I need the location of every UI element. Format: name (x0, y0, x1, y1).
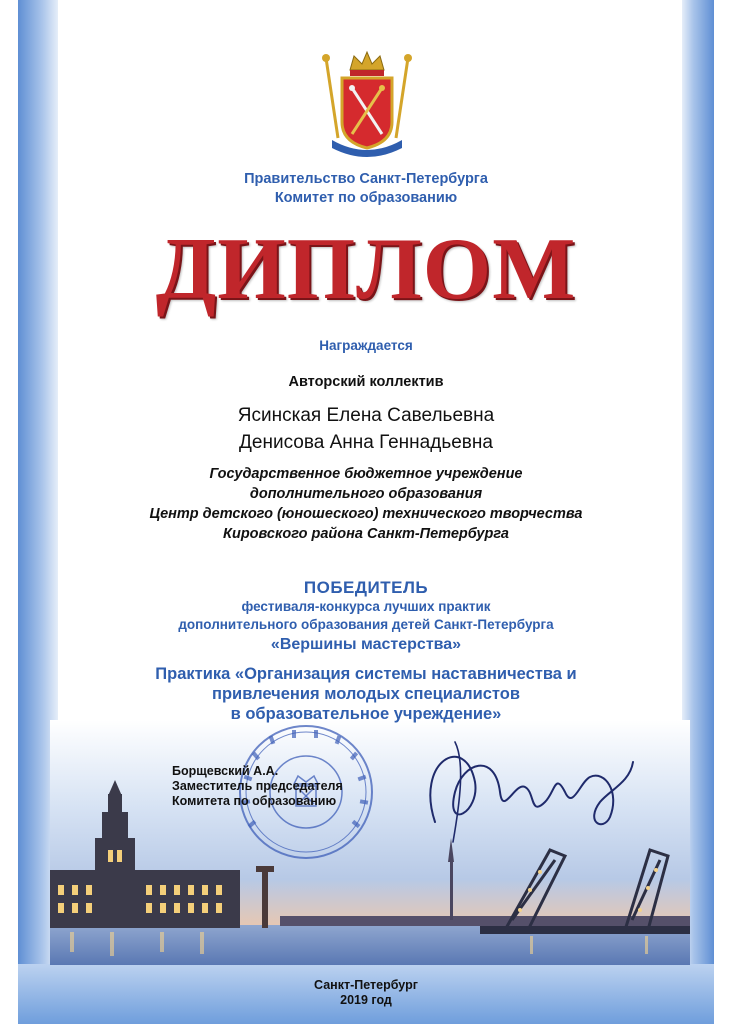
festival-line: фестиваля-конкурса лучших практик (241, 599, 491, 614)
issuer-header (60, 170, 672, 208)
organization-line: Кировского района Санкт-Петербурга (223, 526, 509, 542)
organization-line: дополнительного образования (249, 486, 483, 502)
signer-position: Комитета по образованию (172, 794, 337, 808)
festival-description (60, 598, 672, 634)
collective-label: Авторский коллектив (288, 374, 444, 390)
signer-position: Заместитель председателя (172, 779, 343, 793)
diploma-title: ДИПЛОМ (155, 221, 577, 318)
issuer-committee: Комитет по образованию (274, 190, 458, 206)
issuer-government: Правительство Санкт-Петербурга (244, 171, 488, 187)
practice-line: в образовательное учреждение» (230, 705, 502, 723)
organization-line: Государственное бюджетное учреждение (209, 466, 523, 482)
recipient-name: Ясинская Елена Савельевна (237, 405, 495, 426)
practice-title (60, 664, 672, 724)
footer-year: 2019 год (340, 993, 392, 1007)
festival-name: «Вершины мастерства» (270, 636, 462, 653)
signer-name: Борщевский А.А. (172, 764, 279, 778)
practice-line: привлечения молодых специалистов (212, 685, 520, 703)
organization-line: Центр детского (юношеского) технического творчества (149, 506, 583, 522)
footer-place-date (0, 978, 732, 1008)
practice-line: Практика «Организация системы наставничества и (155, 665, 577, 683)
handwritten-signature (405, 722, 635, 852)
winner-label: ПОБЕДИТЕЛЬ (303, 578, 429, 597)
signer-block (172, 764, 343, 809)
footer-city: Санкт-Петербург (314, 978, 418, 992)
coat-of-arms-emblem (318, 48, 416, 158)
awarded-label: Награждается (319, 338, 413, 353)
recipient-names (60, 402, 672, 456)
recipient-name: Денисова Анна Геннадьевна (239, 432, 493, 453)
festival-line: дополнительного образования детей Санкт-Петербурга (178, 617, 554, 632)
organization-block (60, 464, 672, 544)
